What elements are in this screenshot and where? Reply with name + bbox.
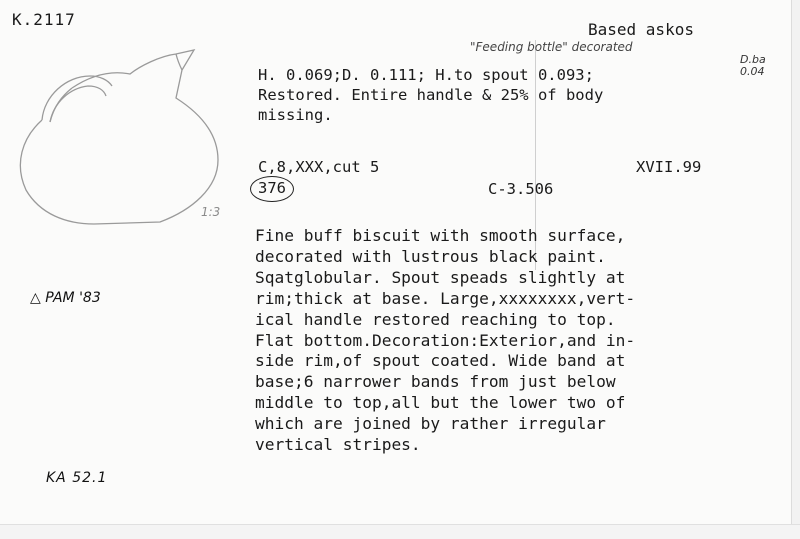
initials-note: △ PAM '83 bbox=[30, 290, 101, 306]
circled-number: 376 bbox=[258, 179, 286, 197]
condition-text: Restored. Entire handle & 25% of body missing. bbox=[258, 86, 604, 124]
description-text: Fine buff biscuit with smooth surface, decorated with lustrous black paint. Sqatglobular. Spout speads slightly at rim;thick at base. Large,xxxxxxxx,vert- ical handle restored reaching to top. Flat bottom.Decoration:Exterior,and in- side rim,of spout coated. Wide band at base;6 narrower bands from just below middle to top,all but the lower two of which are joined by rather irregular vertical stripes. bbox=[255, 226, 636, 455]
object-title: Based askos bbox=[588, 20, 694, 39]
handwritten-subtitle: "Feeding bottle" decorated bbox=[470, 40, 633, 54]
dimensions-line: H. 0.069;D. 0.111; H.to spout 0.093; bbox=[258, 66, 594, 84]
card-edge-right bbox=[791, 0, 800, 539]
date-text: XVII.99 bbox=[636, 158, 702, 176]
card-edge-bottom bbox=[0, 524, 800, 539]
context-text: C,8,XXX,cut 5 bbox=[258, 158, 380, 176]
reference-note: KA 52.1 bbox=[46, 470, 108, 486]
inventory-number: C-3.506 bbox=[488, 180, 554, 198]
catalogue-number: K.2117 bbox=[12, 10, 76, 29]
askos-sketch-icon bbox=[0, 40, 240, 230]
handwritten-dimension-note: D.ba 0.04 bbox=[740, 53, 766, 78]
scale-note: 1:3 bbox=[201, 205, 221, 219]
